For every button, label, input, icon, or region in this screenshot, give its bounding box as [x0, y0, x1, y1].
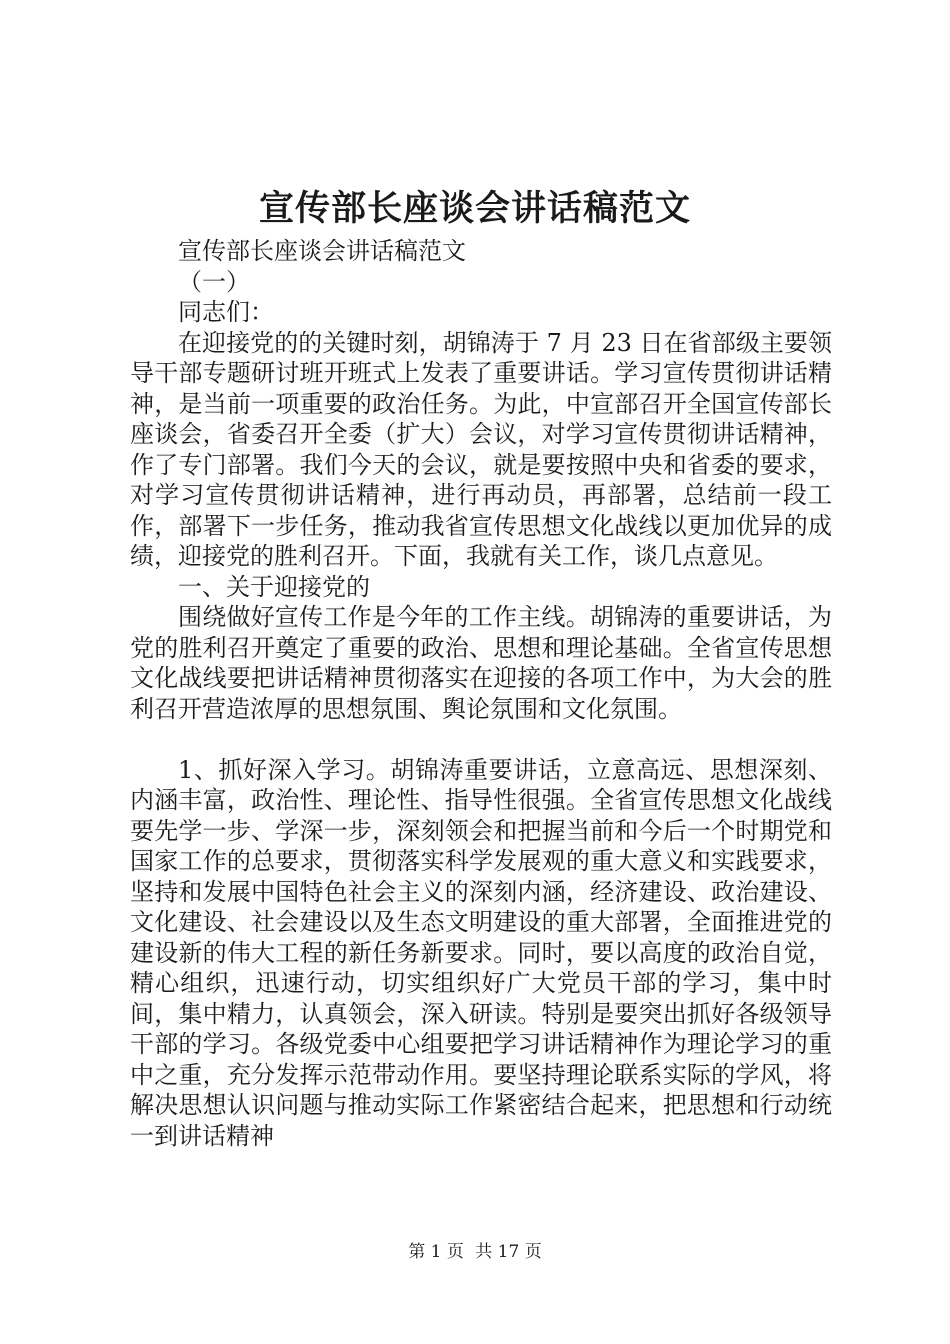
section-heading: 一、关于迎接党的 — [178, 572, 370, 601]
salutation: 同志们： — [178, 298, 274, 326]
body-paragraph: 在迎接党的的关键时刻，胡锦涛于 7 月 23 日在省部级主要领导干部专题研讨班开班式上发表了重要讲话。学习宣传贯彻讲话精神，是当前一项重要的政治任务。为此，中宣部召开全国宣传部长座谈会，省委召开全委（扩大）会议，对学习宣传贯彻讲话精神，作了专门部署。我们今天的会议，就是要按照中央和省委的要求，对学习宣传贯彻讲话精神，进行再动员，再部署，总结前一段工作，部署下一步任务，推动我省宣传思想文化战线以更加优异的成绩，迎接党的胜利召开。下面，我就有关工作，谈几点意见。 — [130, 328, 832, 570]
body-paragraph: 围绕做好宣传工作是今年的工作主线。胡锦涛的重要讲话，为党的胜利召开奠定了重要的政治、思想和理论基础。全省宣传思想文化战线要把讲话精神贯彻落实在迎接的各项工作中，为大会的胜利召开营造浓厚的思想氛围、舆论氛围和文化氛围。 — [130, 603, 832, 723]
body-paragraph: 1、抓好深入学习。胡锦涛重要讲话，立意高远、思想深刻、内涵丰富，政治性、理论性、指导性很强。全省宣传思想文化战线要先学一步、学深一步，深刻领会和把握当前和今后一个时期党和国家工作的总要求，贯彻落实科学发展观的重大意义和实践要求，坚持和发展中国特色社会主义的深刻内涵，经济建设、政治建设、文化建设、社会建设以及生态文明建设的重大部署，全面推进党的建设新的伟大工程的新任务新要求。同时，要以高度的政治自觉，精心组织，迅速行动，切实组织好广大党员干部的学习，集中时间，集中精力，认真领会，深入研读。特别是要突出抓好各级领导干部的学习。各级党委中心组要把学习讲话精神作为理论学习的重中之重，充分发挥示范带动作用。要坚持理论联系实际的学风，将解决思想认识问题与推动实际工作紧密结合起来，把思想和行动统一到讲话精神 — [130, 755, 832, 1150]
page-number: 第 1 页 — [408, 1242, 464, 1262]
page-footer — [0, 1241, 950, 1263]
section-number: （一） — [178, 267, 250, 296]
body-subtitle: 宣传部长座谈会讲话稿范文 — [178, 237, 466, 265]
document-title: 宣传部长座谈会讲话稿范文 — [258, 188, 691, 229]
document-body — [130, 236, 832, 1151]
page-total: 共 17 页 — [475, 1242, 542, 1262]
